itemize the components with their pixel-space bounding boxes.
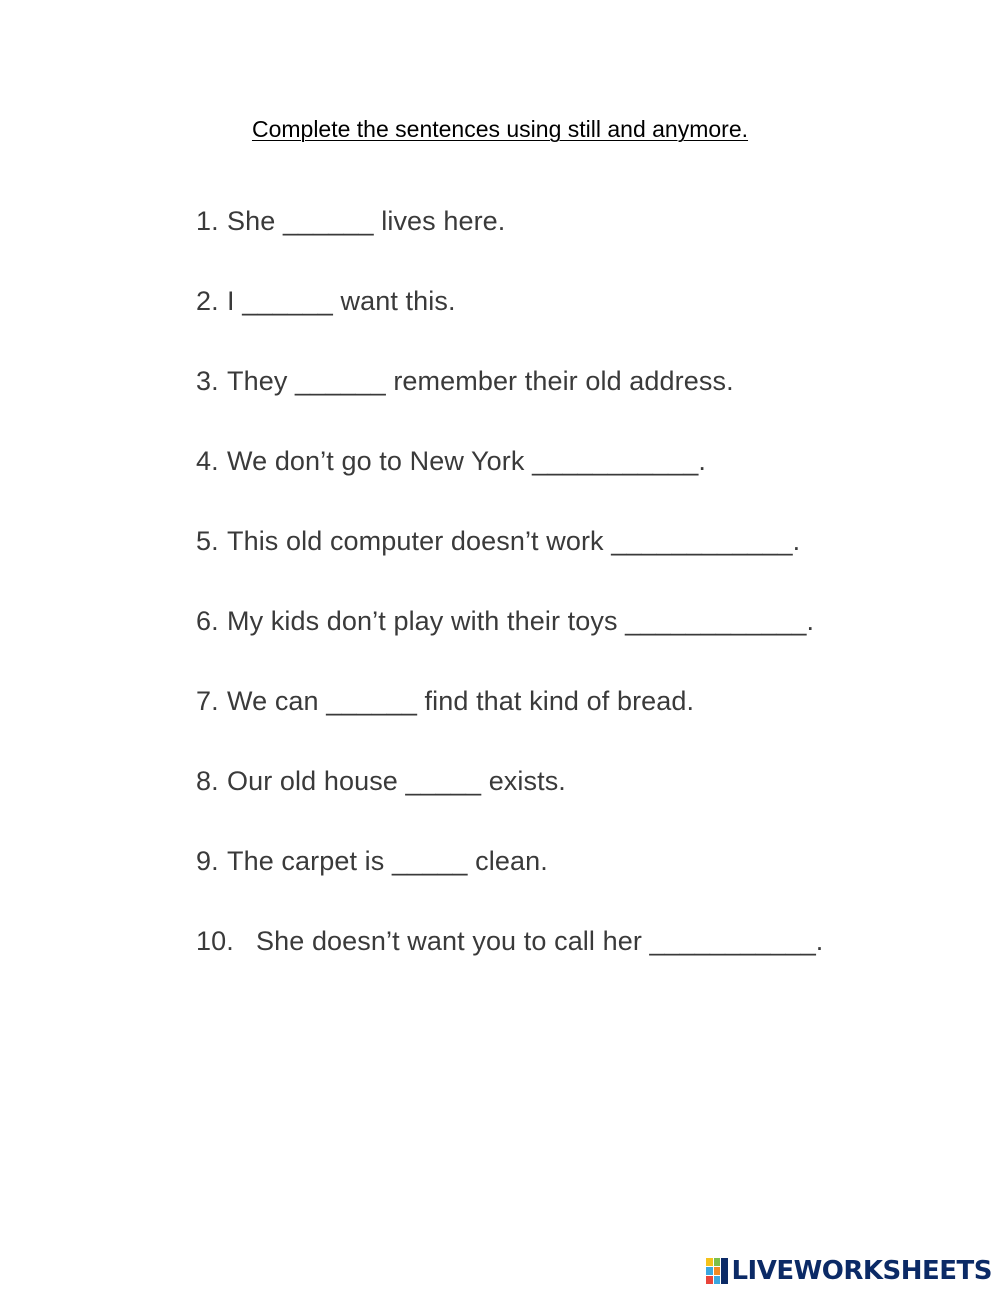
sentence-item	[196, 366, 734, 397]
item-text: Our old house _____ exists.	[227, 766, 566, 796]
item-number: 7.	[196, 686, 219, 716]
sentence-item	[196, 926, 823, 957]
sentence-item	[196, 846, 548, 877]
liveworksheets-branding[interactable]	[706, 1253, 992, 1289]
item-text: I ______ want this.	[227, 286, 456, 316]
item-number: 4.	[196, 446, 219, 476]
item-text: My kids don’t play with their toys ____________.	[227, 606, 815, 636]
brand-name: LIVEWORKSHEETS	[731, 1256, 992, 1286]
item-number: 9.	[196, 846, 219, 876]
sentence-item	[196, 526, 800, 557]
item-text: This old computer doesn’t work ____________.	[227, 526, 801, 556]
item-number: 10.	[196, 926, 234, 956]
sentence-item	[196, 206, 505, 237]
item-number: 5.	[196, 526, 219, 556]
item-number: 3.	[196, 366, 219, 396]
worksheet-title: Complete the sentences using still and anymore.	[251, 116, 749, 142]
item-text: We can ______ find that kind of bread.	[227, 686, 695, 716]
item-number: 2.	[196, 286, 219, 316]
item-number: 1.	[196, 206, 219, 236]
sentence-item	[196, 686, 694, 717]
sentence-item	[196, 446, 706, 477]
sentence-item	[196, 606, 814, 637]
item-number: 6.	[196, 606, 219, 636]
sentence-item	[196, 766, 566, 797]
item-text: She ______ lives here.	[227, 206, 506, 236]
item-text: They ______ remember their old address.	[227, 366, 734, 396]
item-text: The carpet is _____ clean.	[227, 846, 548, 876]
item-text: We don’t go to New York ___________.	[227, 446, 706, 476]
item-number: 8.	[196, 766, 219, 796]
sentence-item	[196, 286, 456, 317]
liveworksheets-logo-icon	[706, 1258, 728, 1284]
item-text: She doesn’t want you to call her ___________.	[256, 926, 824, 956]
